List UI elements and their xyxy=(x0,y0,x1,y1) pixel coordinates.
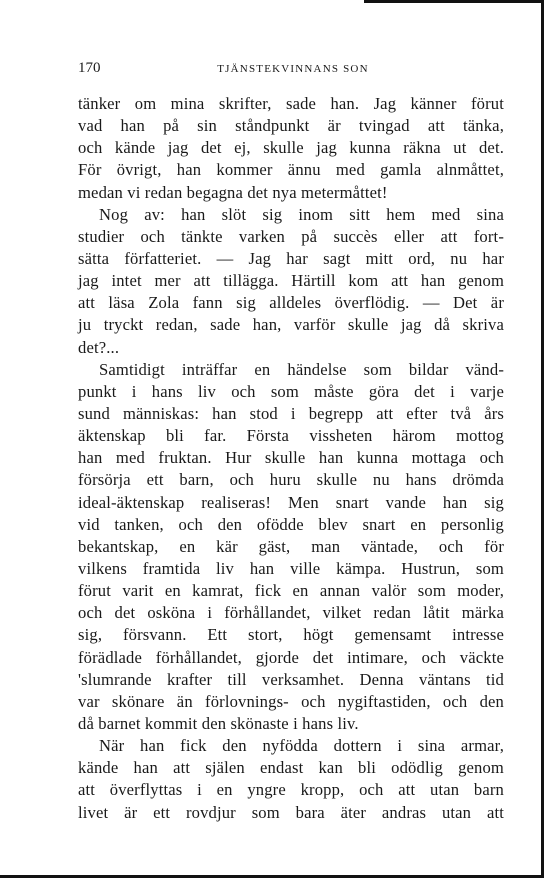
text-line: vilkens framtida liv han ville kämpa. Hustrun, som xyxy=(78,558,504,578)
text-line: jag intet mer att tillägga. Härtill kom att han genom xyxy=(78,271,504,291)
text-line: sätta författeriet. — Jag har sagt mitt ord, nu har xyxy=(78,248,504,268)
text-line: 'slumrande krafter till verksamhet. Denna väntans tid xyxy=(78,669,504,689)
text-line: var skönare än förlovnings- och nygiftastiden, och den xyxy=(78,691,504,711)
running-title: TJÄNSTEKVINNANS SON xyxy=(217,63,369,75)
text-line: att läsa Zola fann sig alldeles överflödig. — Det är xyxy=(78,293,504,313)
text-line: studier och tänkte varken på succès eller att fort- xyxy=(78,226,504,246)
text-line: det?... xyxy=(78,337,120,357)
text-line: sig, försvann. Ett stort, högt gemensamt intresse xyxy=(78,625,504,645)
text-line: medan vi redan begagna det nya metermåttet! xyxy=(78,182,388,202)
page-number: 170 xyxy=(78,60,101,76)
text-line: ideal-äktenskap realiseras! Men snart vande han sig xyxy=(78,492,504,512)
page-header xyxy=(78,60,508,82)
text-line: och det osköna i förhållandet, vilket redan låtit märka xyxy=(78,603,504,623)
text-line: vad han på sin ståndpunkt är tvingad att tänka, xyxy=(78,116,504,136)
text-line: livet är ett rovdjur som bara äter andras utan att xyxy=(78,802,504,822)
text-line: För övrigt, han kommer ännu med gamla alnmåttet, xyxy=(78,160,504,180)
text-line: då barnet kommit den skönaste i hans liv. xyxy=(78,713,359,733)
text-line: ju tryckt redan, sade han, varför skulle jag då skriva xyxy=(78,315,504,335)
text-line: att överflyttas i en yngre kropp, och att utan barn xyxy=(78,780,504,800)
text-line: förut varit en kamrat, fick en annan valör som moder, xyxy=(78,581,504,601)
body-text xyxy=(78,93,504,824)
text-line: punkt i hans liv och som måste göra det i varje xyxy=(78,381,504,401)
text-line: sund människas: han stod i begrepp att efter två års xyxy=(78,403,504,423)
paragraph-start-line: När han fick den nyfödda dottern i sina armar, xyxy=(99,736,504,756)
text-line: han med fruktan. Hur skulle han kunna mottaga och xyxy=(78,448,504,468)
text-line: tänker om mina skrifter, sade han. Jag känner förut xyxy=(78,94,504,113)
page-edge-top xyxy=(364,0,544,3)
text-line: kände han att själen endast kan bli odödlig genom xyxy=(78,758,504,778)
paragraph-start-line: Nog av: han slöt sig inom sitt hem med sina xyxy=(99,204,504,224)
text-line: äktenskap bli far. Första vissheten härom mottog xyxy=(78,426,504,446)
text-line: vid tanken, och den ofödde blev snart en personlig xyxy=(78,514,504,534)
text-line: bekantskap, en kär gäst, man väntade, och för xyxy=(78,536,504,556)
text-line: förädlade förhållandet, gjorde det intimare, och väckte xyxy=(78,647,504,667)
text-line: och kände jag det ej, skulle jag kunna räkna ut det. xyxy=(78,138,504,158)
paragraph-start-line: Samtidigt inträffar en händelse som bildar vänd- xyxy=(99,359,504,379)
text-line: försörja ett barn, och huru skulle nu hans drömda xyxy=(78,470,504,490)
